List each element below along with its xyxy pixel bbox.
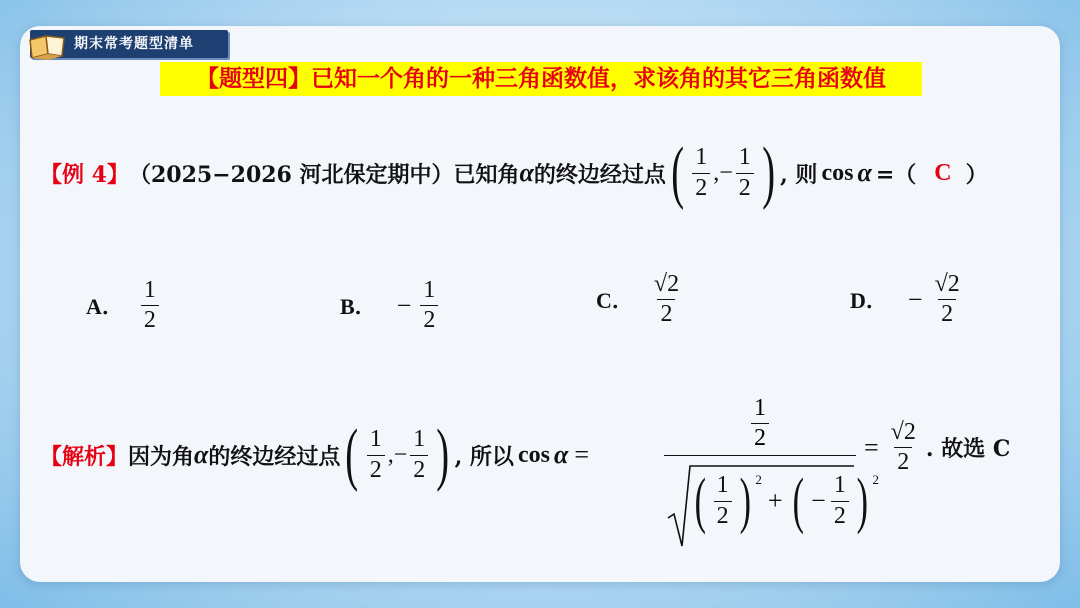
minus-sign: − (811, 486, 826, 515)
big-fraction-numerator (664, 396, 856, 451)
fraction-denominator: 2 (367, 455, 385, 483)
fraction-denominator: 2 (751, 423, 769, 451)
solution-conclusion: . 故选 C (925, 436, 1011, 463)
fraction-numerator: √2 (890, 419, 916, 445)
fraction-bar (664, 455, 856, 456)
fraction-denominator: 2 (894, 447, 912, 475)
right-paren: ) (436, 416, 450, 493)
option-b[interactable] (340, 278, 441, 333)
right-paren: ) (856, 467, 868, 535)
option-d[interactable] (850, 272, 966, 327)
plus-sign: + (767, 486, 783, 515)
solution-result (858, 420, 1010, 475)
fraction-numerator: 1 (423, 277, 436, 303)
equals-sign: = (574, 440, 589, 469)
fraction-numerator: 1 (143, 277, 156, 303)
half-fraction (751, 396, 769, 451)
option-fraction (141, 278, 159, 333)
left-paren: ( (793, 467, 805, 535)
left-paren: ( (671, 134, 685, 211)
point-x-fraction (367, 427, 385, 482)
result-fraction (888, 420, 919, 475)
option-c[interactable] (596, 272, 685, 327)
point-separator: ,− (713, 159, 733, 186)
close-paren: ） (965, 161, 988, 188)
fraction-denominator: 2 (831, 501, 849, 529)
fraction-numerator: 1 (369, 426, 382, 453)
example-label: 【例 4】 (40, 161, 129, 188)
fraction-denominator: 2 (410, 455, 428, 483)
fraction-numerator: 1 (833, 472, 846, 499)
fraction-numerator: 1 (738, 144, 751, 171)
left-paren: ( (345, 416, 359, 493)
badge-text: 期末常考题型清单 (74, 36, 194, 52)
option-label: C． (596, 288, 634, 314)
option-fraction (651, 272, 682, 327)
exponent: 2 (755, 472, 762, 487)
option-label: A． (86, 294, 124, 320)
square-term-1 (714, 473, 732, 528)
solution-text: , 所以 (454, 443, 514, 470)
right-paren: ) (762, 134, 775, 211)
point-separator: ,− (387, 441, 408, 468)
option-a[interactable] (86, 278, 162, 333)
big-fraction (664, 396, 856, 456)
fraction-numerator: 1 (716, 472, 729, 499)
radicand (690, 467, 879, 535)
option-fraction (932, 272, 963, 327)
point-y-fraction (736, 145, 754, 200)
example-text-then: , 则 (780, 161, 818, 188)
solution-row (40, 416, 595, 493)
alpha-symbol: α (857, 158, 872, 187)
fraction-denominator: 2 (420, 305, 438, 333)
fraction-numerator: 1 (754, 395, 766, 421)
minus-sign: − (396, 290, 412, 320)
square-term-2 (831, 473, 849, 528)
alpha-symbol: α (553, 440, 569, 469)
fraction-denominator: 2 (141, 305, 159, 333)
cos-symbol: cos (821, 159, 854, 186)
minus-sign: − (907, 284, 923, 314)
example-source: （2025−2026 河北保定期中）已知角 (128, 161, 520, 188)
equals-sign: = (864, 432, 879, 462)
cos-symbol: cos (517, 441, 550, 468)
fraction-numerator: √2 (934, 271, 960, 297)
fraction-numerator: 1 (413, 426, 426, 453)
fraction-denominator: 2 (736, 173, 754, 201)
right-paren: ) (739, 467, 751, 535)
fraction-denominator: 2 (657, 299, 675, 327)
book-icon (26, 28, 70, 62)
exponent: 2 (872, 472, 879, 487)
alpha-symbol: α (519, 158, 534, 187)
solution-text: 因为角 (128, 443, 195, 470)
solution-text: 的终边经过点 (208, 443, 341, 470)
option-fraction (420, 278, 438, 333)
point-x-fraction (692, 145, 710, 200)
answer-choice: C (934, 159, 952, 186)
fraction-numerator: √2 (653, 271, 680, 297)
left-paren: ( (694, 467, 707, 535)
fraction-numerator: 1 (695, 144, 708, 171)
section-title: 【题型四】已知一个角的一种三角函数值，求该角的其它三角函数值 (160, 62, 922, 96)
fraction-denominator: 2 (692, 173, 710, 201)
example-text: 的终边经过点 (533, 161, 666, 188)
fraction-denominator: 2 (938, 299, 956, 327)
alpha-symbol: α (194, 440, 209, 469)
example-question (40, 134, 988, 211)
option-label: B． (340, 294, 377, 320)
fraction-denominator: 2 (714, 501, 732, 529)
point-y-fraction (410, 427, 428, 482)
equals-paren: =（ (875, 161, 917, 188)
option-label: D． (850, 288, 888, 314)
solution-label: 【解析】 (40, 443, 129, 470)
